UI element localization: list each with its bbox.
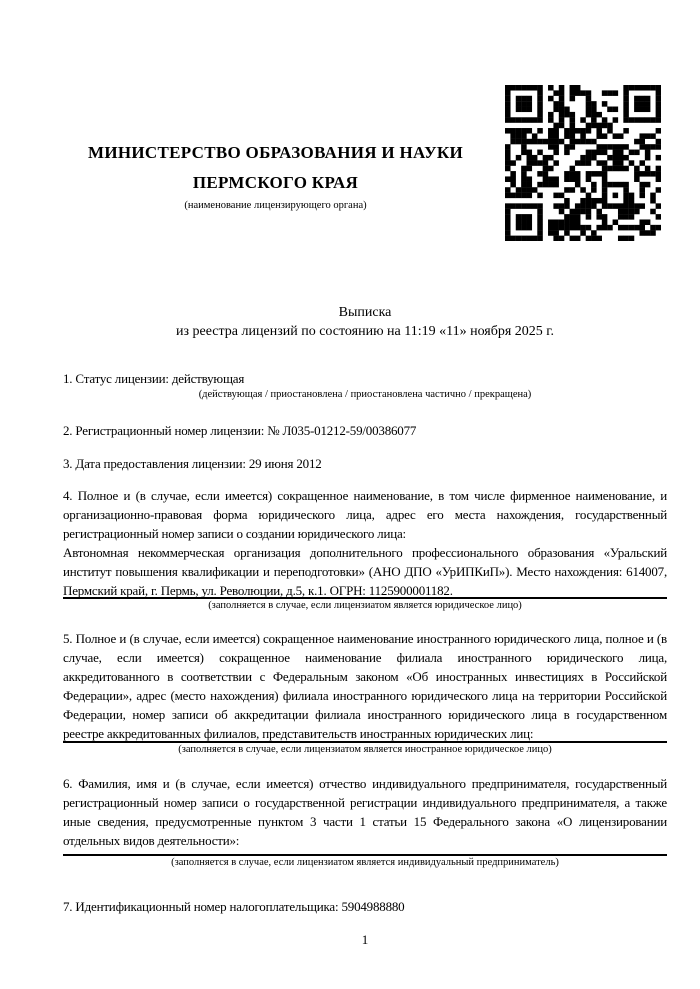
field-legal-entity <box>63 486 667 613</box>
license-status-caption: (действующая / приостановлена / приостановлена частично / прекращена) <box>198 389 532 400</box>
grant-date-text: 3. Дата предоставления лицензии: 29 июня 2012 <box>63 456 322 471</box>
foreign-entity-caption: (заполняется в случае, если лицензиатом является иностранное юридическое лицо) <box>178 744 552 755</box>
registration-number-text: 2. Регистрационный номер лицензии: № Л035-01212-59/00386077 <box>63 423 417 438</box>
license-status-text: 1. Статус лицензии: действующая <box>63 371 245 386</box>
field-license-status <box>63 369 667 402</box>
foreign-entity-label: 5. Полное и (в случае, если имеется) сокращенное наименование иностранного юридического лица, полное и (в случае, если имеется) сокращенное наименование филиала иностранного юридического лица, аккредитованного в соответствии с Федеральным законом «Об иностранных инвестициях в Российской Федерации», адрес (место нахождения) филиала иностранного юридического лица на территории Российской Федерации, номер записи об аккредитации филиала иностранного юридического лица в государственном реестре аккредитованных филиалов, представительств иностранных юридических лиц: <box>63 631 667 741</box>
field-entrepreneur <box>63 774 667 870</box>
ministry-name-line1: МИНИСТЕРСТВО ОБРАЗОВАНИЯ И НАУКИ <box>87 143 464 162</box>
authority-caption: (наименование лицензирующего органа) <box>184 200 367 211</box>
field-grant-date <box>63 454 667 473</box>
page-number: 1 <box>361 932 369 947</box>
title-line2: из реестра лицензий по состоянию на 11:19 «11» ноября 2025 г. <box>176 324 554 339</box>
inn-text: 7. Идентификационный номер налогоплательщика: 5904988880 <box>63 899 405 914</box>
licensing-authority-header <box>63 138 488 213</box>
entrepreneur-label: 6. Фамилия, имя и (в случае, если имеется) отчество индивидуального предпринимателя, государственный регистрационный номер записи о государственной регистрации индивидуального предпринимателя, а также иные сведения, предусмотренные пунктом 3 части 1 статьи 15 Федерального закона «О лицензировании отдельных видов деятельности»: <box>63 776 667 848</box>
legal-entity-label: 4. Полное и (в случае, если имеется) сокращенное наименование, в том числе фирменное наименование, и организационно-правовая форма юридического лица, адрес его места нахождения, государственный регистрационный номер записи о создании юридического лица: <box>63 488 667 541</box>
title-line1: Выписка <box>338 305 392 320</box>
qr-code-icon <box>505 85 661 241</box>
field-foreign-entity <box>63 629 667 757</box>
legal-entity-value: Автономная некоммерческая организация дополнительного профессионального образования «Уральский институт повышения квалификации и переподготовки» (АНО ДПО «УрИПКиП»). Место нахождения: 614007, Пермский край, г. Пермь, ул. Революции, д.5, к.1. ОГРН: 1125900001182. <box>63 545 667 598</box>
field-registration-number <box>63 421 667 440</box>
ministry-name-line2: ПЕРМСКОГО КРАЯ <box>192 173 359 192</box>
document-title <box>63 303 667 341</box>
entrepreneur-caption: (заполняется в случае, если лицензиатом является индивидуальный предприниматель) <box>171 857 559 868</box>
field-inn <box>63 897 667 916</box>
legal-entity-caption: (заполняется в случае, если лицензиатом является юридическое лицо) <box>208 600 522 611</box>
